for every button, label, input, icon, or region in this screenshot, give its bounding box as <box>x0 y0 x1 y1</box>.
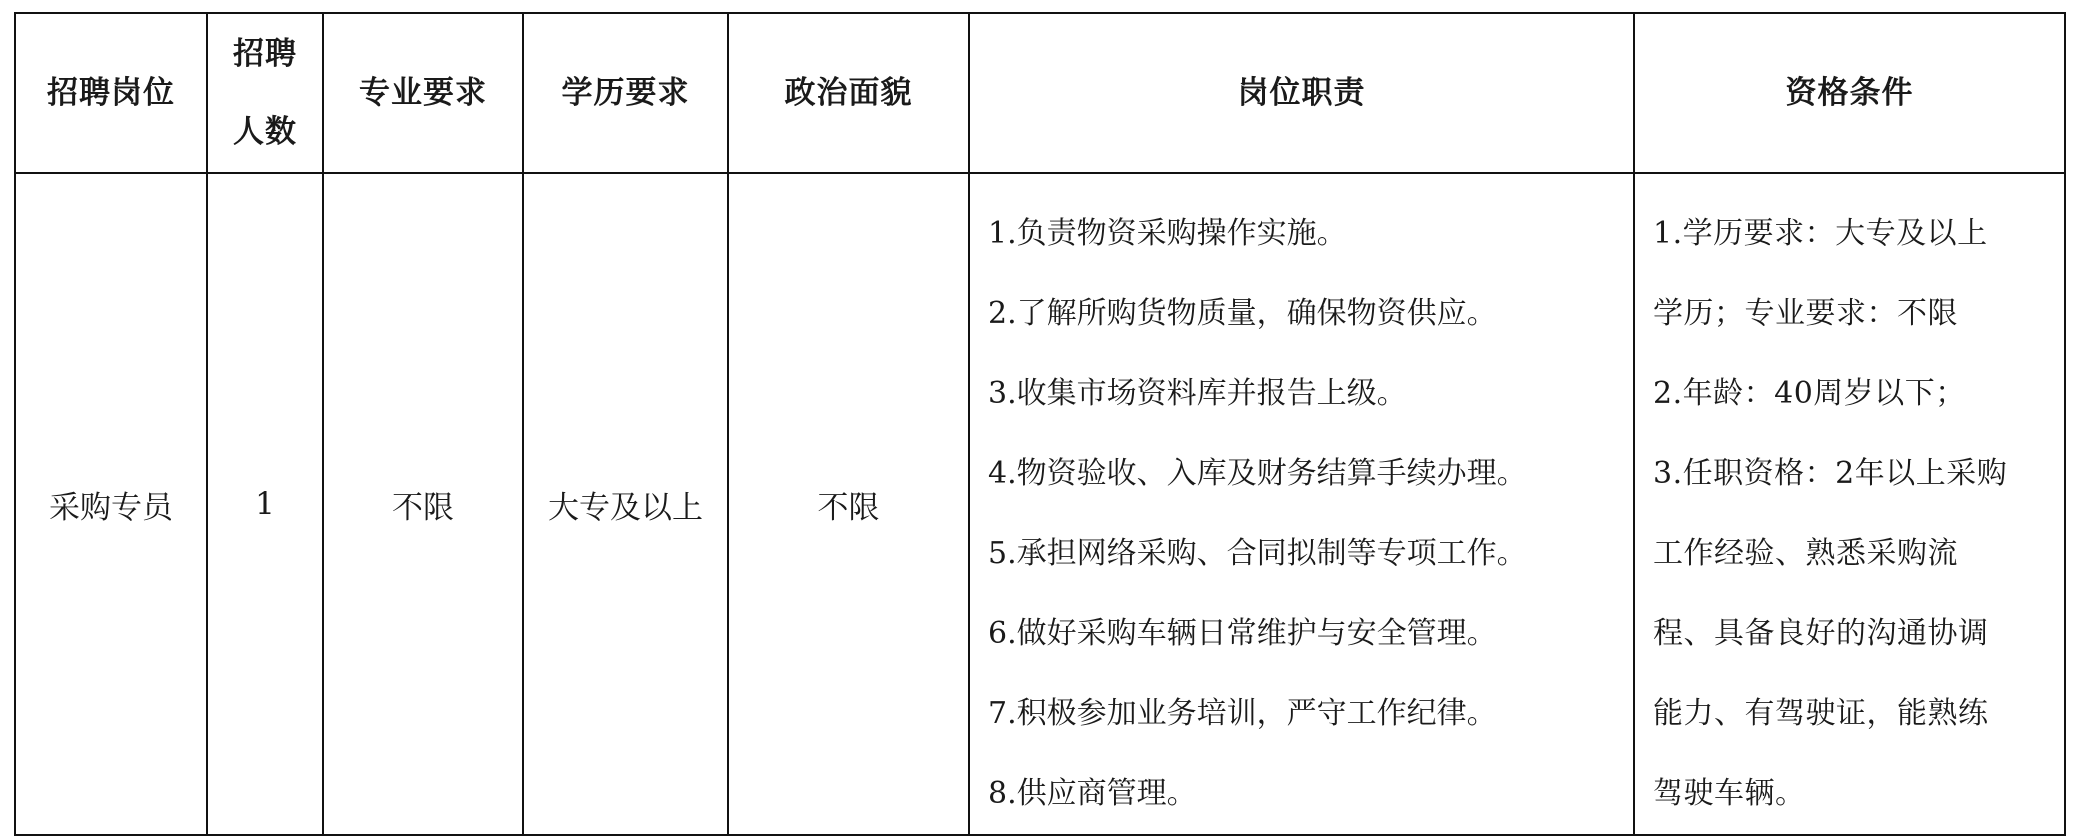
qualification-line: 1.学历要求：大专及以上 <box>1653 216 1988 251</box>
table-row <box>15 173 2065 835</box>
cell-count: 1 <box>207 173 323 835</box>
cell-political: 不限 <box>728 173 969 835</box>
header-count-line2: 人数 <box>233 114 297 150</box>
qualification-line: 驾驶车辆。 <box>1653 776 1806 811</box>
qualification-line: 工作经验、熟悉采购流 <box>1653 536 1958 571</box>
qualification-line: 学历；专业要求：不限 <box>1653 296 1958 331</box>
duty-item: 1.负责物资采购操作实施。 <box>988 216 1347 251</box>
qualification-line: 能力、有驾驶证，能熟练 <box>1653 696 1989 731</box>
qualification-line: 2.年龄：40周岁以下； <box>1653 376 1966 411</box>
header-education: 学历要求 <box>523 13 728 173</box>
cell-major: 不限 <box>323 173 523 835</box>
header-duties: 岗位职责 <box>969 13 1634 173</box>
duty-item: 5.承担网络采购、合同拟制等专项工作。 <box>988 536 1527 571</box>
duty-item: 4.物资验收、入库及财务结算手续办理。 <box>988 456 1527 491</box>
cell-position: 采购专员 <box>15 173 207 835</box>
recruitment-table <box>14 12 2066 836</box>
duty-item: 6.做好采购车辆日常维护与安全管理。 <box>988 616 1497 651</box>
header-qualifications: 资格条件 <box>1634 13 2065 173</box>
duty-item: 7.积极参加业务培训，严守工作纪律。 <box>988 696 1497 731</box>
header-count-line1: 招聘 <box>233 36 297 72</box>
cell-education: 大专及以上 <box>523 173 728 835</box>
header-row <box>15 13 2065 173</box>
duty-item: 3.收集市场资料库并报告上级。 <box>988 376 1407 411</box>
duty-item: 2.了解所购货物质量，确保物资供应。 <box>988 296 1497 331</box>
duty-item: 8.供应商管理。 <box>988 776 1197 811</box>
header-count <box>207 13 323 173</box>
header-political: 政治面貌 <box>728 13 969 173</box>
header-position: 招聘岗位 <box>15 13 207 173</box>
cell-duties <box>969 173 1634 835</box>
header-major: 专业要求 <box>323 13 523 173</box>
cell-qualifications <box>1634 173 2065 835</box>
qualification-line: 程、具备良好的沟通协调 <box>1653 616 1989 651</box>
qualification-line: 3.任职资格：2年以上采购 <box>1653 456 2008 491</box>
